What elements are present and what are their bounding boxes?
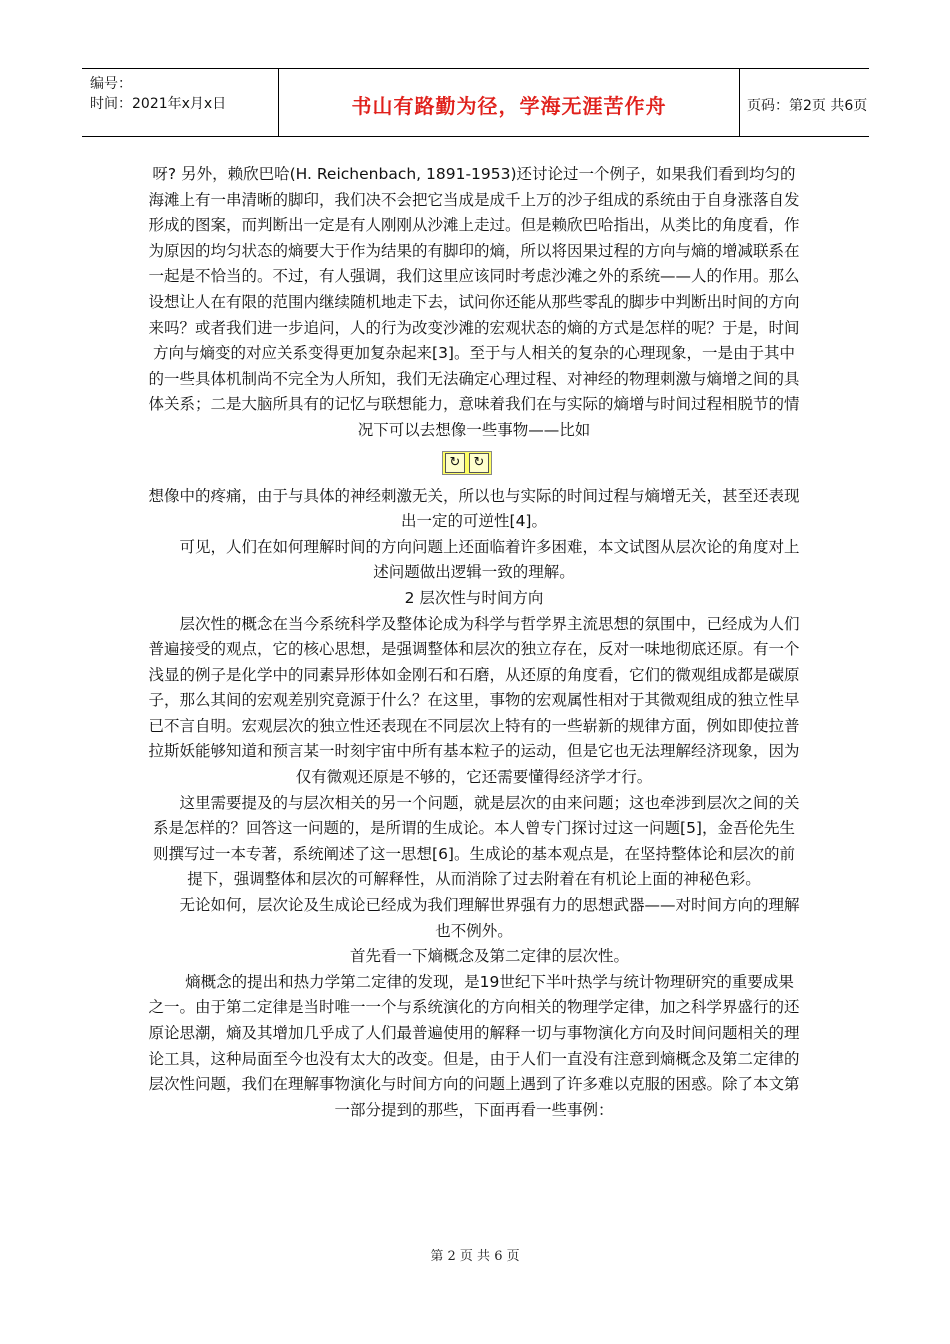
motto-text: 书山有路勤为径，学海无涯苦作舟	[351, 94, 667, 118]
document-number-label: 编号：	[90, 76, 132, 92]
embedded-icons[interactable]	[442, 451, 492, 475]
paragraph-7: 首先看一下熵概念及第二定律的层次性。	[349, 947, 629, 966]
header-motto-cell	[278, 69, 740, 136]
paragraph-1: 呀? 另外，赖欣巴哈(H. Reichenbach, 1891-1953)还讨论过一个例子，如果我们看到均匀的海滩上有一串清晰的脚印，我们决不会把它当成是成千上万的沙子组成的系统由于自身涨落自发形成的图案，而判断出一定是有人刚刚从沙滩上走过。但是赖欣巴哈指出，从类比的角度看，作为原因的均匀状态的熵要大于作为结果的有脚印的熵，所以将因果过程的方向与熵的增减联系在一起是不恰当的。不过，有人强调，我们这里应该同时考虑沙滩之外的系统——人的作用。那么设想让人在有限的范围内继续随机地走下去，试问你还能从那些零乱的脚步中判断出时间的方向来吗？或者我们进一步追问，人的行为改变沙滩的宏观状态的熵的方式是怎样的呢？于是，时间方向与熵变的对应关系变得更加复杂起来[3]。至于与人相关的复杂的心理现象，一是由于其中的一些具体机制尚不完全为人所知，我们无法确定心理过程、对神经的物理刺激与熵增之间的具体关系；二是大脑所具有的记忆与联想能力，意味着我们在与实际的熵增与时间过程相脱节的情况下可以去想像一些事物——比如	[148, 165, 800, 439]
paragraph-5: 这里需要提及的与层次相关的另一个问题，就是层次的由来问题；这也牵涉到层次之间的关系是怎样的？回答这一问题的，是所谓的生成论。本人曾专门探讨过这一问题[5]，金吾伦先生则撰写过一本专著，系统阐述了这一思想[6]。生成论的基本观点是，在坚持整体论和层次的前提下，强调整体和层次的可解释性，从而消除了过去附着在有机论上面的神秘色彩。	[153, 793, 800, 889]
paragraph-3: 可见，人们在如何理解时间的方向问题上还面临着许多困难，本文试图从层次论的角度对上述问题做出逻辑一致的理解。	[179, 537, 800, 582]
page-header	[82, 68, 869, 137]
page-number-label: 页码：第2页 共6页	[747, 98, 868, 114]
paragraph-4: 层次性的概念在当今系统科学及整体论成为科学与哲学界主流思想的氛围中，已经成为人们普遍接受的观点，它的核心思想，是强调整体和层次的独立存在，反对一味地彻底还原。有一个浅显的例子是化学中的同素异形体如金刚石和石磨，从还原的角度看，它们的微观组成都是碳原子，那么其间的宏观差别究竟源于什么？在这里，事物的宏观属性相对于其微观组成的独立性早已不言自明。宏观层次的独立性还表现在不同层次上特有的一些崭新的规律方面，例如即使拉普拉斯妖能够知道和预言某一时刻宇宙中所有基本粒子的运动，但是它也无法理解经济现象，因为仅有微观还原是不够的，它还需要懂得经济学才行。	[148, 614, 800, 787]
paragraph-6: 无论如何，层次论及生成论已经成为我们理解世界强有力的思想武器——对时间方向的理解也不例外。	[179, 896, 800, 940]
header-meta-cell	[82, 69, 278, 136]
paragraph-8: 熵概念的提出和热力学第二定律的发现，是19世纪下半叶热学与统计物理研究的重要成果之一。由于第二定律是当时唯一一个与系统演化的方向相关的物理学定律，加之科学界盛行的还原论思潮，熵及其增加几乎成了人们最普遍使用的解释一切与事物演化方向及时间问题相关的理论工具，这种局面至今也没有太大的改变。但是，由于人们一直没有注意到熵概念及第二定律的层次性问题，我们在理解事物演化与时间方向的问题上遇到了许多难以克服的困惑。除了本文第一部分提到的那些，下面再看一些事例：	[148, 972, 800, 1119]
document-body	[148, 162, 800, 1123]
document-time-label: 时间：2021年x月x日	[90, 96, 227, 112]
paragraph-2: 想像中的疼痛，由于与具体的神经刺激无关，所以也与实际的时间过程与熵增无关，甚至还表现出一定的可逆性[4]。	[148, 486, 800, 531]
link-icon: ↻	[445, 453, 465, 473]
embedded-object-line	[148, 444, 800, 484]
header-page-cell	[739, 69, 869, 136]
link-icon: ↻	[469, 453, 489, 473]
section-title: 2 层次性与时间方向	[404, 588, 544, 607]
page-footer: 第 2 页 共 6 页	[430, 1249, 520, 1264]
